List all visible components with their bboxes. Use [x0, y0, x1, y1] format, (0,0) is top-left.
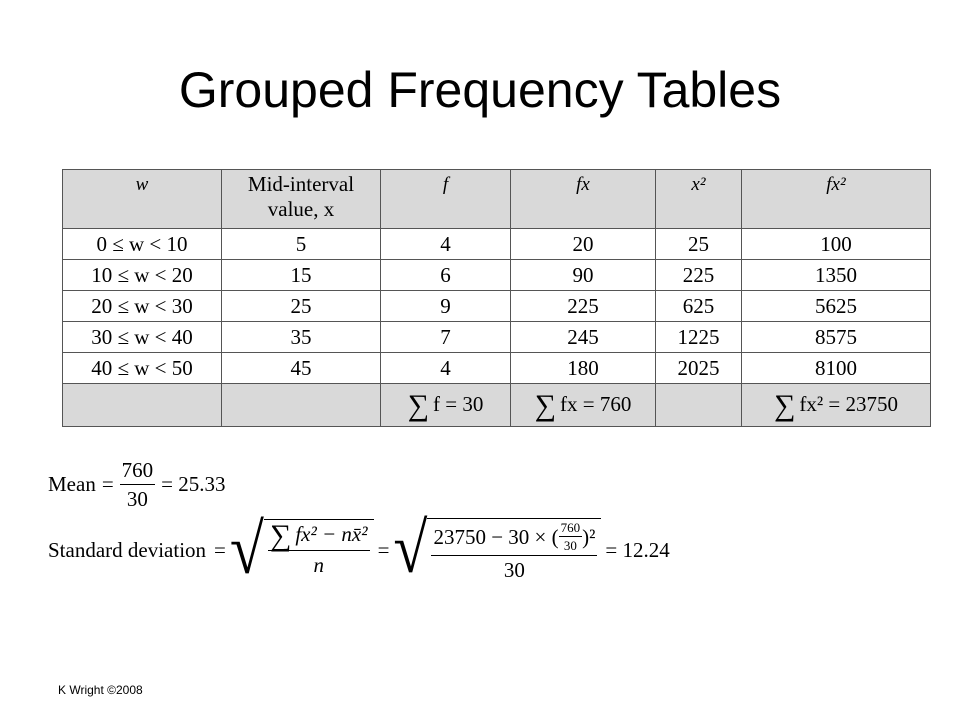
cell-x2: 225 — [656, 260, 742, 291]
cell-w: 40 ≤ w < 50 — [63, 353, 222, 384]
cell-fx2: 8575 — [742, 322, 931, 353]
sd-numeric-denominator: 30 — [503, 558, 525, 582]
totals-row — [63, 384, 931, 427]
total-f — [381, 384, 511, 427]
equals-sign: = — [377, 537, 390, 562]
sd-result: = 12.24 — [605, 537, 670, 562]
total-fx — [511, 384, 656, 427]
cell-fx: 180 — [511, 353, 656, 384]
cell-f: 9 — [381, 291, 511, 322]
sd-formula-fraction — [268, 519, 370, 577]
inner-fraction: $\frac{760}{30}$ — [560, 520, 581, 553]
cell-x: 35 — [222, 322, 381, 353]
sd-formula — [48, 509, 670, 590]
total-empty-x2 — [656, 384, 742, 427]
sigma-icon: ∑ — [773, 389, 796, 422]
header-fx: fx — [511, 170, 656, 229]
frequency-table — [62, 169, 931, 427]
cell-fx: 90 — [511, 260, 656, 291]
mean-numerator: 760 — [120, 458, 156, 485]
table-row — [63, 322, 931, 353]
header-mid-interval: Mid-interval value, x — [222, 170, 381, 229]
sqrt-body — [427, 518, 601, 582]
footer-copyright: K Wright ©2008 — [58, 683, 143, 697]
cell-fx: 245 — [511, 322, 656, 353]
cell-f: 6 — [381, 260, 511, 291]
sqrt-numeric — [393, 509, 601, 588]
equals-sign: = — [101, 472, 114, 496]
mean-fraction — [120, 458, 156, 511]
cell-x: 25 — [222, 291, 381, 322]
sigma-icon: ∑ — [407, 389, 430, 422]
slide-title: Grouped Frequency Tables — [178, 62, 782, 118]
mean-denominator: 30 — [126, 487, 148, 511]
sqrt-general — [229, 510, 374, 590]
cell-x: 45 — [222, 353, 381, 384]
total-fx2-value: fx² = 23750 — [799, 392, 899, 416]
cell-fx: 225 — [511, 291, 656, 322]
sqrt-icon: √ — [229, 510, 264, 590]
cell-f: 4 — [381, 229, 511, 260]
cell-x: 5 — [222, 229, 381, 260]
table-row — [63, 260, 931, 291]
cell-fx2: 1350 — [742, 260, 931, 291]
cell-x2: 2025 — [656, 353, 742, 384]
cell-x2: 625 — [656, 291, 742, 322]
total-f-value: f = 30 — [433, 392, 484, 416]
total-empty-x — [222, 384, 381, 427]
cell-w: 20 ≤ w < 30 — [63, 291, 222, 322]
table-row — [63, 353, 931, 384]
mean-formula — [48, 458, 226, 511]
table-header-row — [63, 170, 931, 229]
sqrt-icon: √ — [393, 509, 428, 588]
cell-w: 30 ≤ w < 40 — [63, 322, 222, 353]
mean-label: Mean — [48, 472, 96, 496]
sd-numeric-numerator: 23750 − 30 × ( $\frac{760}{30}$ )² — [431, 521, 597, 556]
total-fx2 — [742, 384, 931, 427]
table-row — [63, 291, 931, 322]
cell-x2: 25 — [656, 229, 742, 260]
cell-w: 10 ≤ w < 20 — [63, 260, 222, 291]
cell-w: 0 ≤ w < 10 — [63, 229, 222, 260]
total-fx-value: fx = 760 — [560, 392, 632, 416]
total-empty-w — [63, 384, 222, 427]
sd-formula-denominator: n — [313, 553, 324, 577]
header-w: w — [63, 170, 222, 229]
header-x2: x² — [656, 170, 742, 229]
cell-fx2: 5625 — [742, 291, 931, 322]
sd-label: Standard deviation — [48, 537, 207, 562]
sigma-icon: ∑ — [269, 519, 292, 552]
sd-numeric-fraction — [431, 521, 597, 582]
mean-result: = 25.33 — [161, 472, 226, 496]
table-row — [63, 229, 931, 260]
cell-f: 7 — [381, 322, 511, 353]
sigma-icon: ∑ — [534, 389, 557, 422]
cell-fx2: 8100 — [742, 353, 931, 384]
sd-formula-numerator: ∑ fx² − nx̄² — [269, 519, 368, 552]
header-f: f — [381, 170, 511, 229]
header-fx2: fx² — [742, 170, 931, 229]
cell-x2: 1225 — [656, 322, 742, 353]
cell-fx2: 100 — [742, 229, 931, 260]
sqrt-body — [264, 519, 374, 581]
equals-sign: = — [214, 537, 226, 562]
cell-x: 15 — [222, 260, 381, 291]
cell-fx: 20 — [511, 229, 656, 260]
cell-f: 4 — [381, 353, 511, 384]
